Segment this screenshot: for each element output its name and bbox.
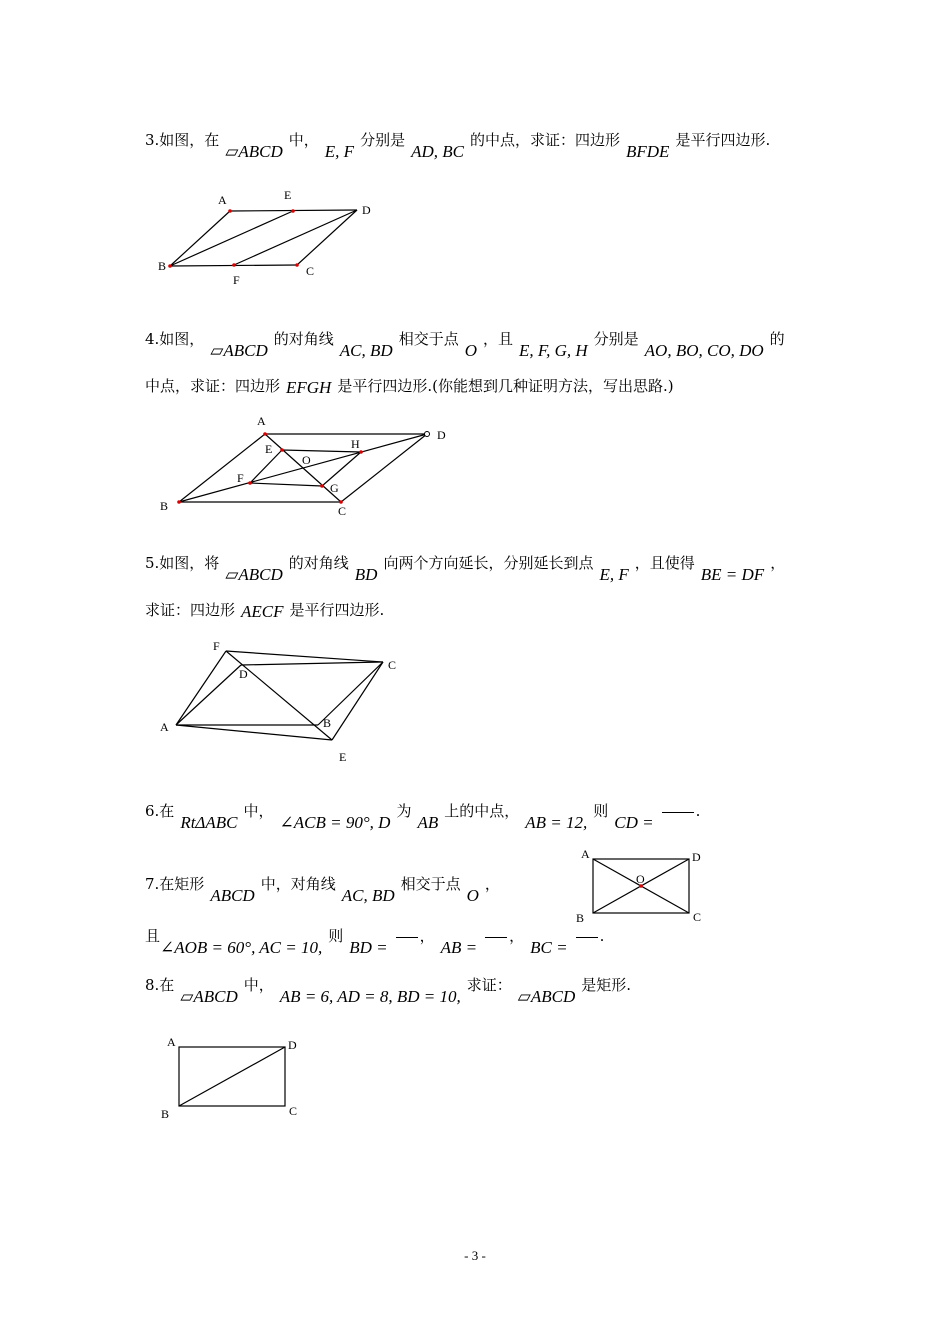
- label-C: C: [338, 504, 347, 518]
- problem-5-statement-line2: 求证：四边形 AECF 是平行四边形.: [145, 601, 385, 621]
- label-D: D: [362, 203, 371, 217]
- label-C: C: [388, 658, 397, 672]
- problem-6-statement: 6.在RtΔABC中，∠ACB = 90°, D为AB上的中点，AB = 12,则CD =.: [145, 802, 701, 832]
- label-C: C: [289, 1104, 298, 1118]
- label-A: A: [581, 847, 590, 861]
- problem-3-statement: 3.如图，在▱ABCD中，E, F分别是AD, BC的中点，求证：四边形BFDE是平行四边形.: [145, 131, 771, 161]
- label-H: H: [351, 437, 360, 451]
- label-B: B: [323, 716, 332, 730]
- label-B: B: [158, 259, 167, 273]
- label-G: G: [330, 481, 339, 495]
- problem-7-statement-line2: 且∠AOB = 60°, AC = 10,则BD =，AB =，BC =.: [145, 927, 605, 957]
- problem-5-statement-line1: 5.如图，将▱ABCD的对角线BD向两个方向延长，分别延长到点E, F，且使得BE = DF，: [145, 554, 786, 584]
- label-B: B: [160, 499, 169, 513]
- label-C: C: [306, 264, 315, 278]
- label-F: F: [237, 471, 244, 485]
- label-B: B: [161, 1107, 170, 1121]
- page-number: - 3 -: [464, 1248, 486, 1263]
- label-D: D: [692, 850, 701, 864]
- label-A: A: [167, 1035, 176, 1049]
- label-E: E: [339, 750, 347, 764]
- label-D: D: [239, 667, 248, 681]
- problem-4-statement-line2: 中点，求证：四边形 EFGH 是平行四边形.(你能想到几种证明方法，写出思路.): [145, 377, 674, 397]
- label-D: D: [437, 428, 446, 442]
- label-D: D: [288, 1038, 297, 1052]
- problem-4-statement-line1: 4.如图，▱ABCD的对角线AC, BD相交于点O，且E, F, G, H分别是AO, BO, CO, DO的: [145, 330, 785, 360]
- label-C: C: [693, 910, 702, 924]
- label-A: A: [257, 414, 266, 428]
- label-O: O: [302, 453, 311, 467]
- label-A: A: [160, 720, 169, 734]
- label-E: E: [265, 442, 273, 456]
- label-E: E: [284, 188, 292, 202]
- label-F: F: [233, 273, 240, 287]
- label-B: B: [576, 911, 585, 925]
- problem-7-statement-line1: 7.在矩形ABCD中，对角线AC, BD相交于点O，: [145, 875, 500, 905]
- label-F: F: [213, 639, 220, 653]
- label-A: A: [218, 193, 227, 207]
- problem-8-statement: 8.在▱ABCD中，AB = 6, AD = 8, BD = 10,求证：▱ABCD是矩形.: [145, 976, 632, 1006]
- label-O: O: [636, 872, 645, 886]
